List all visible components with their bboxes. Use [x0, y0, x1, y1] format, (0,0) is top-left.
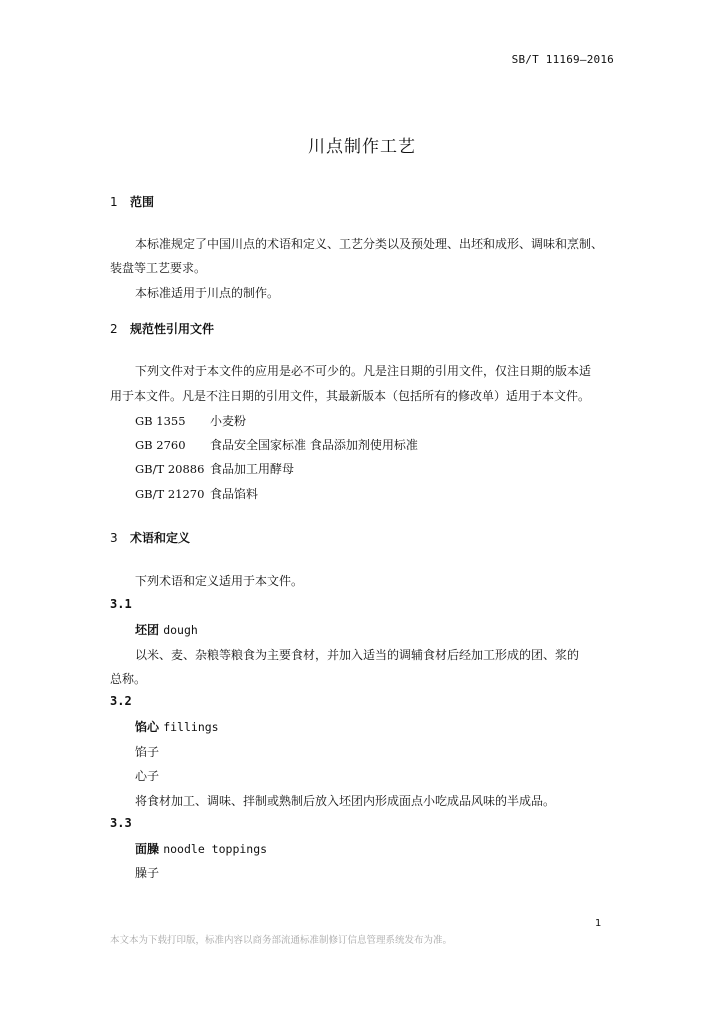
section-heading-normative-references	[110, 320, 214, 337]
clause-number: 3.1	[110, 597, 132, 611]
reference-code: GB/T 20886	[135, 462, 205, 476]
paragraph: 下列文件对于本文件的应用是必不可少的。凡是注日期的引用文件，仅注日期的版本适	[135, 364, 592, 378]
term-en: dough	[163, 623, 198, 637]
reference-title: 小麦粉	[210, 414, 247, 428]
reference-title: 食品馅料	[210, 487, 259, 501]
page-number: 1	[595, 918, 602, 929]
clause-number: 3.3	[110, 816, 132, 830]
section-number: 2	[110, 322, 118, 336]
reference-title: 食品安全国家标准 食品添加剂使用标准	[210, 438, 418, 452]
section-title: 范围	[130, 195, 155, 209]
document-code: SB/T 11169—2016	[511, 53, 614, 66]
term-zh: 馅心	[135, 720, 160, 734]
term-synonym: 臊子	[135, 866, 160, 880]
paragraph: 本标准规定了中国川点的术语和定义、工艺分类以及预处理、出坯和成形、调味和烹制、	[135, 237, 604, 251]
term-definition: 将食材加工、调味、拌制或熟制后放入坯团内形成面点小吃成品风味的半成品。	[135, 794, 556, 808]
clause-number: 3.2	[110, 694, 132, 708]
section-title: 规范性引用文件	[130, 322, 215, 336]
reference-title: 食品加工用酵母	[210, 462, 295, 476]
paragraph: 用于本文件。凡是不注日期的引用文件，其最新版本（包括所有的修改单）适用于本文件。	[110, 389, 591, 403]
term-synonym: 馅子	[135, 745, 160, 759]
term-definition: 总称。	[110, 672, 147, 686]
section-number: 3	[110, 531, 118, 545]
term-synonym: 心子	[135, 769, 160, 783]
reference-code: GB 1355	[135, 414, 186, 428]
term-entry	[135, 840, 267, 857]
paragraph: 装盘等工艺要求。	[110, 261, 207, 275]
reference-item	[135, 460, 294, 477]
term-entry	[135, 718, 219, 735]
section-heading-terms-definitions	[110, 529, 190, 546]
reference-code: GB/T 21270	[135, 487, 205, 501]
paragraph: 下列术语和定义适用于本文件。	[135, 574, 304, 588]
term-zh: 坯团	[135, 623, 160, 637]
reference-item	[135, 412, 246, 429]
term-zh: 面臊	[135, 842, 160, 856]
section-heading-scope	[110, 193, 154, 210]
reference-item	[135, 485, 258, 502]
footer-note: 本文本为下载打印版，标准内容以商务部流通标准制修订信息管理系统发布为准。	[110, 935, 453, 946]
reference-item	[135, 436, 418, 453]
reference-code: GB 2760	[135, 438, 186, 452]
document-title: 川点制作工艺	[308, 137, 416, 157]
section-number: 1	[110, 195, 118, 209]
paragraph: 本标准适用于川点的制作。	[135, 286, 280, 300]
term-entry	[135, 621, 198, 638]
section-title: 术语和定义	[130, 531, 191, 545]
term-en: noodle toppings	[163, 842, 268, 856]
term-definition: 以米、麦、杂粮等粮食为主要食材，并加入适当的调辅食材后经加工形成的团、浆的	[135, 648, 580, 662]
term-en: fillings	[163, 720, 219, 734]
